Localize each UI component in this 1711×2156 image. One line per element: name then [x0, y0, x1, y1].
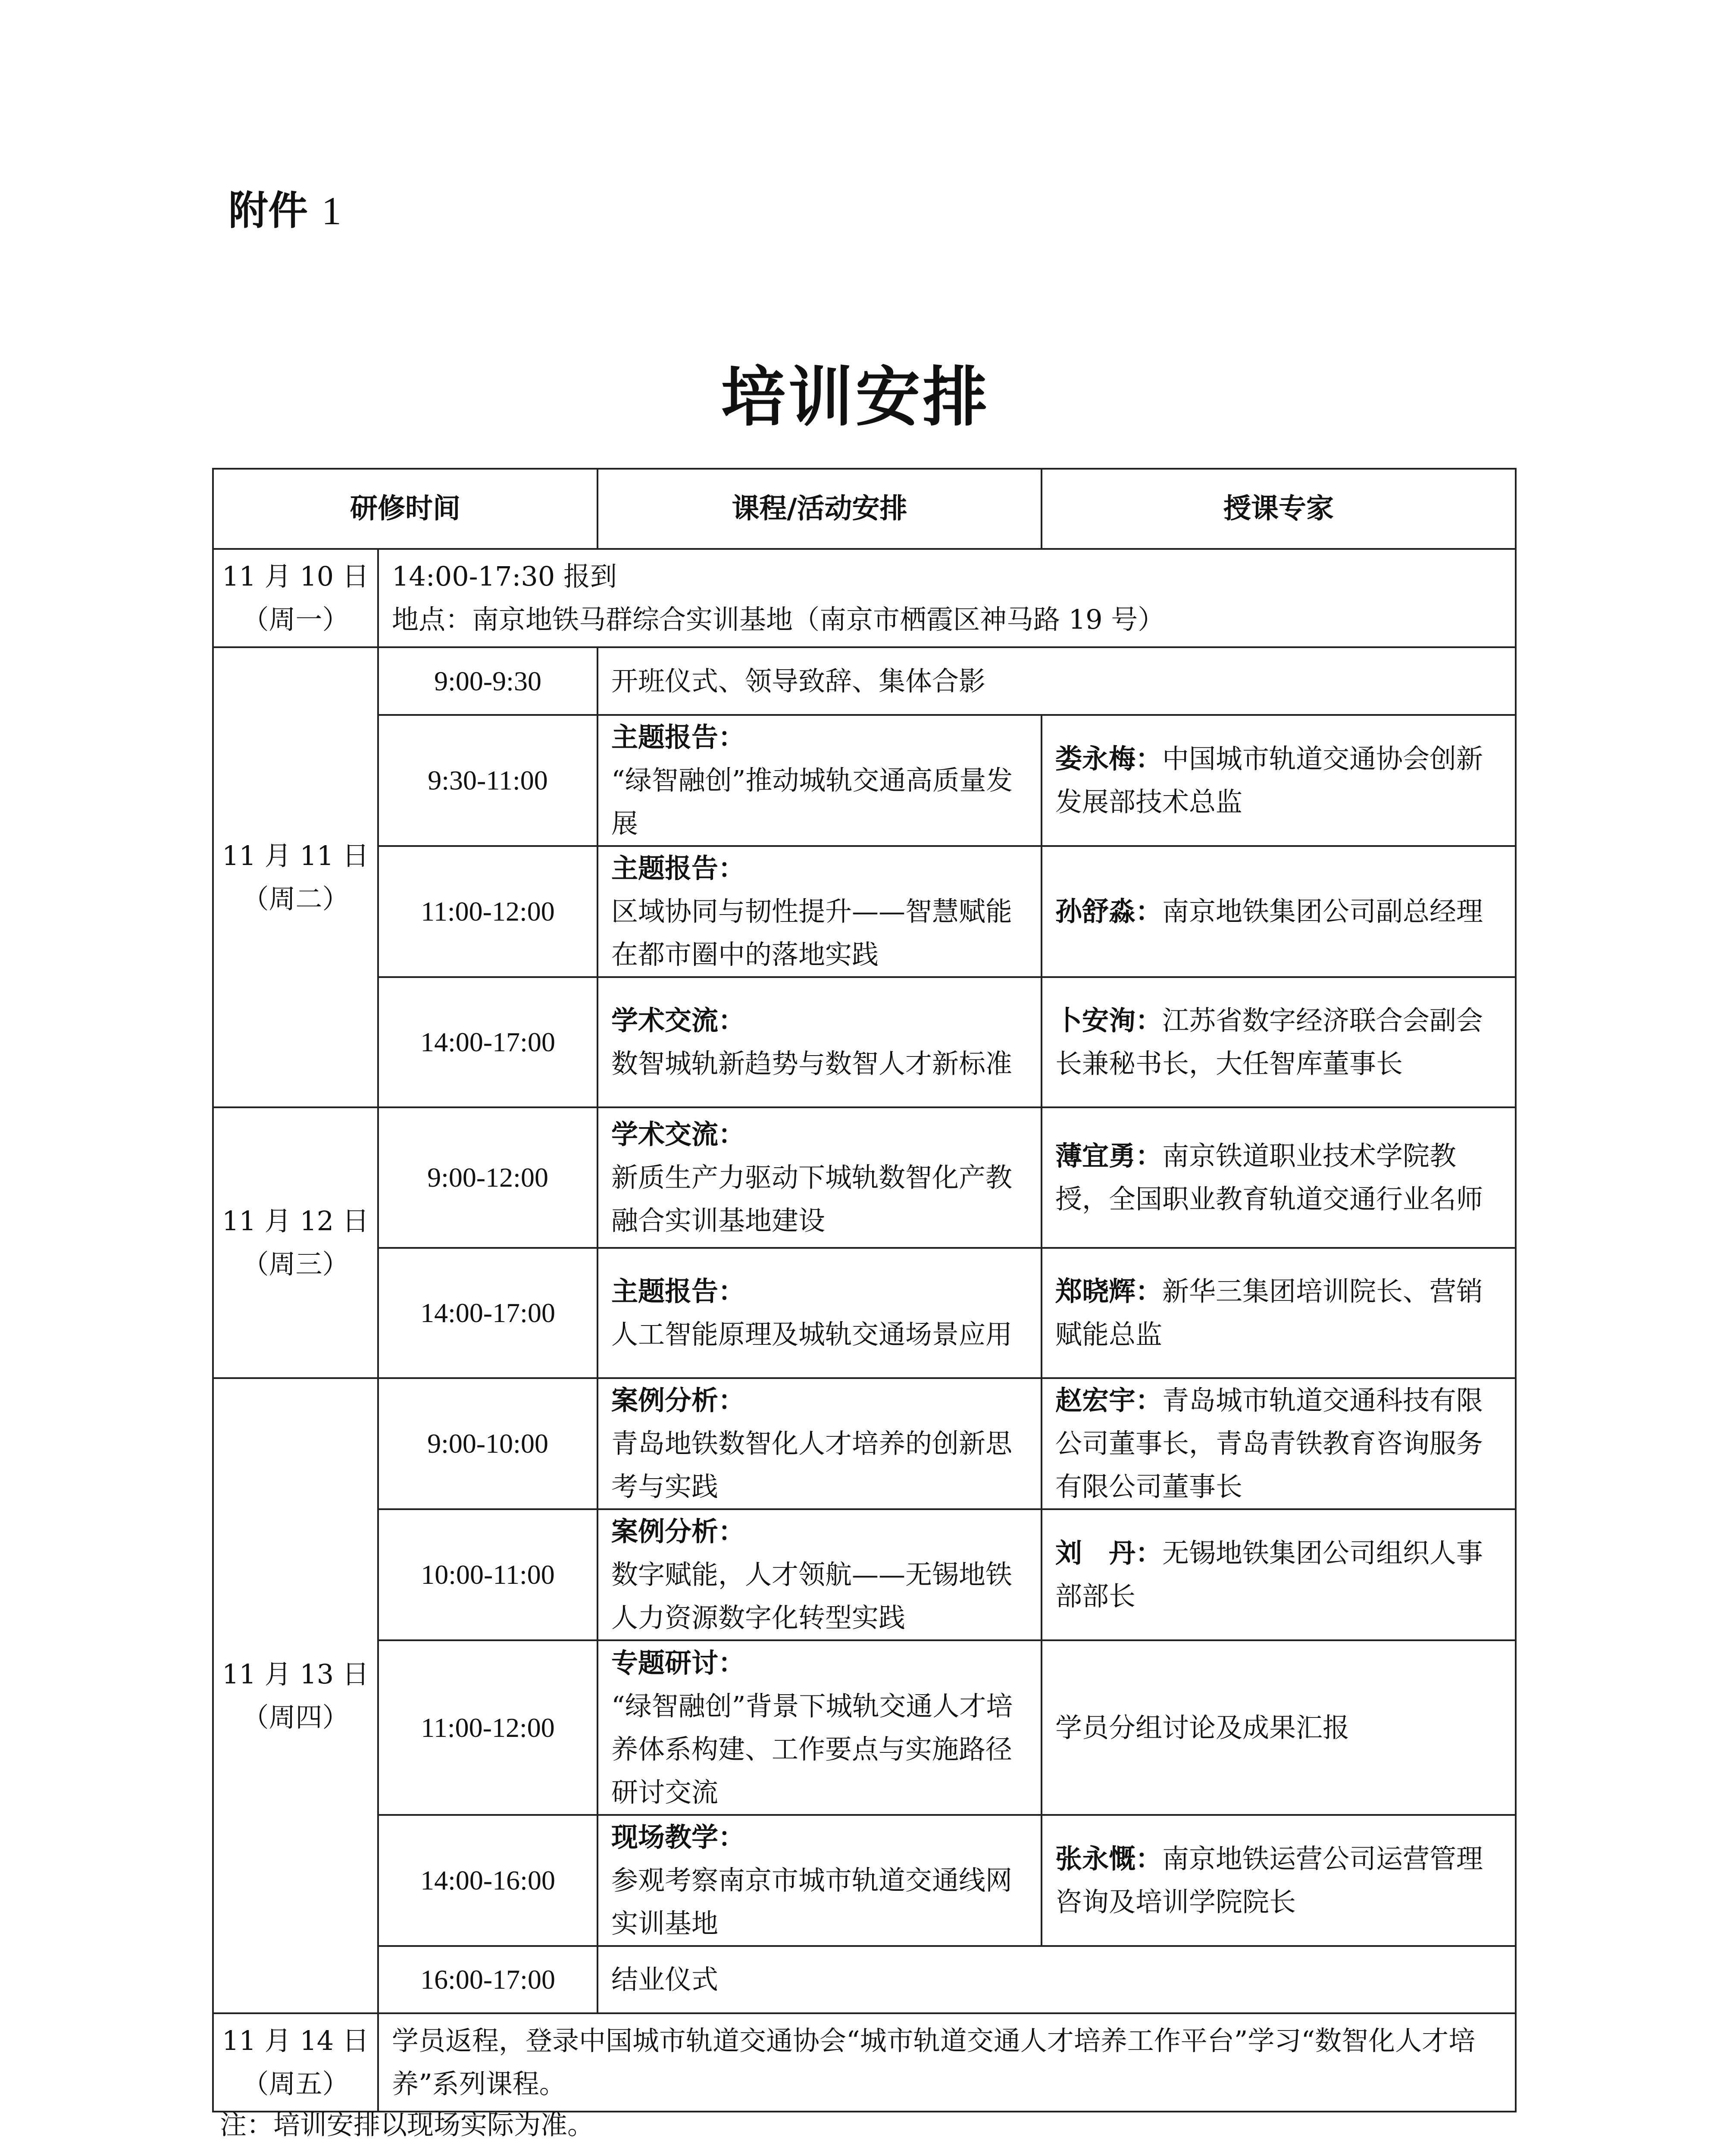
session-expert: 娄永梅：中国城市轨道交通协会创新发展部技术总监 — [1042, 715, 1516, 846]
page-title: 培训安排 — [721, 359, 990, 435]
session-topic: 现场教学： 参观考察南京市城市轨道交通线网实训基地 — [597, 1815, 1042, 1946]
table-row — [213, 549, 1516, 647]
schedule-table — [212, 468, 1517, 2112]
header-row — [213, 469, 1516, 549]
session-topic: 主题报告： “绿智融创”推动城轨交通高质量发展 — [597, 715, 1042, 846]
session-expert: 张永慨：南京地铁运营公司运营管理咨询及培训学院院长 — [1042, 1815, 1516, 1946]
table-row — [213, 715, 1516, 846]
session-time: 9:00-10:00 — [378, 1378, 597, 1509]
session-time: 10:00-11:00 — [378, 1509, 597, 1640]
day-cell: 11 月 11 日 （周二） — [213, 647, 378, 1107]
session-expert: 刘 丹：无锡地铁集团公司组织人事部部长 — [1042, 1509, 1516, 1640]
session-topic: 主题报告： 区域协同与韧性提升——智慧赋能在都市圈中的落地实践 — [597, 846, 1042, 977]
table-row — [213, 1946, 1516, 2013]
session-topic: 案例分析： 数字赋能，人才领航——无锡地铁人力资源数字化转型实践 — [597, 1509, 1042, 1640]
session-expert: 薄宜勇：南京铁道职业技术学院教授，全国职业教育轨道交通行业名师 — [1042, 1107, 1516, 1248]
header-course: 课程/活动安排 — [597, 469, 1042, 549]
day-cell: 11 月 12 日 （周三） — [213, 1107, 378, 1378]
session-time: 9:00-9:30 — [378, 647, 597, 715]
header-time: 研修时间 — [213, 469, 597, 549]
session-time: 16:00-17:00 — [378, 1946, 597, 2013]
session-expert: 学员分组讨论及成果汇报 — [1042, 1640, 1516, 1815]
session-expert: 郑晓辉：新华三集团培训院长、营销赋能总监 — [1042, 1248, 1516, 1378]
table-row — [213, 1640, 1516, 1815]
attachment-label: 附件 1 — [228, 187, 342, 234]
session-expert: 孙舒淼：南京地铁集团公司副总经理 — [1042, 846, 1516, 977]
session-time: 11:00-12:00 — [378, 1640, 597, 1815]
session-time: 14:00-17:00 — [378, 977, 597, 1107]
session-activity: 结业仪式 — [597, 1946, 1516, 2013]
session-topic: 主题报告： 人工智能原理及城轨交通场景应用 — [597, 1248, 1042, 1378]
session-topic: 学术交流： 数智城轨新趋势与数智人才新标准 — [597, 977, 1042, 1107]
session-expert: 卜安洵：江苏省数字经济联合会副会长兼秘书长，大任智库董事长 — [1042, 977, 1516, 1107]
return-cell: 学员返程，登录中国城市轨道交通协会“城市轨道交通人才培养工作平台”学习“数智化人才培养”系列课程。 — [378, 2013, 1516, 2112]
arrival-cell: 14:00-17:30 报到 地点：南京地铁马群综合实训基地（南京市栖霞区神马路 19 号） — [378, 549, 1516, 647]
session-topic: 案例分析： 青岛地铁数智化人才培养的创新思考与实践 — [597, 1378, 1042, 1509]
table-row — [213, 2013, 1516, 2112]
table-row — [213, 1509, 1516, 1640]
session-time: 14:00-16:00 — [378, 1815, 597, 1946]
header-expert: 授课专家 — [1042, 469, 1516, 549]
table-row — [213, 846, 1516, 977]
table-row — [213, 647, 1516, 715]
footnote: 注：培训安排以现场实际为准。 — [220, 2109, 594, 2140]
table-row — [213, 1815, 1516, 1946]
day-cell: 11 月 10 日 （周一） — [213, 549, 378, 647]
day-cell: 11 月 13 日 （周四） — [213, 1378, 378, 2013]
table-row — [213, 1378, 1516, 1509]
table-row — [213, 1248, 1516, 1378]
session-activity: 开班仪式、领导致辞、集体合影 — [597, 647, 1516, 715]
session-time: 9:00-12:00 — [378, 1107, 597, 1248]
table-row — [213, 977, 1516, 1107]
session-topic: 专题研讨： “绿智融创”背景下城轨交通人才培养体系构建、工作要点与实施路径研讨交流 — [597, 1640, 1042, 1815]
session-time: 9:30-11:00 — [378, 715, 597, 846]
session-topic: 学术交流： 新质生产力驱动下城轨数智化产教融合实训基地建设 — [597, 1107, 1042, 1248]
day-cell: 11 月 14 日 （周五） — [213, 2013, 378, 2112]
session-time: 14:00-17:00 — [378, 1248, 597, 1378]
table-row — [213, 1107, 1516, 1248]
session-expert: 赵宏宇：青岛城市轨道交通科技有限公司董事长，青岛青铁教育咨询服务有限公司董事长 — [1042, 1378, 1516, 1509]
session-time: 11:00-12:00 — [378, 846, 597, 977]
